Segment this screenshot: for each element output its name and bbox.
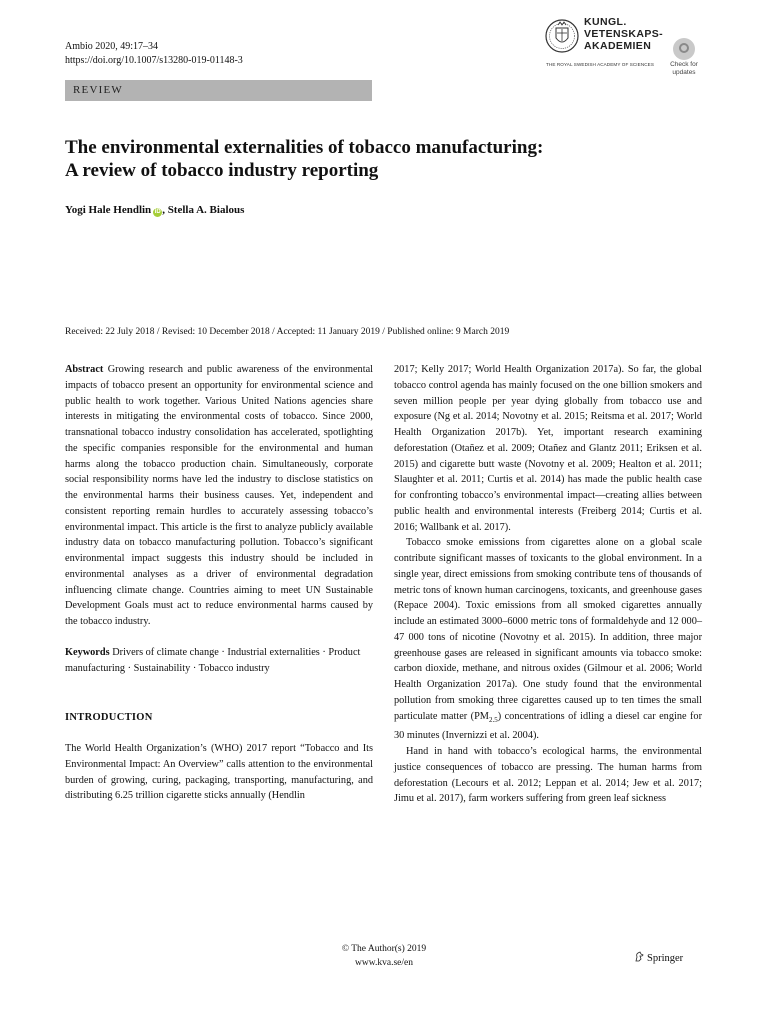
journal-citation: Ambio 2020, 49:17–34 <box>65 41 159 52</box>
orcid-icon[interactable]: iD <box>154 209 161 215</box>
body-paragraph-3: Hand in hand with tobacco’s ecological harms, the environmental justice consequences of tobacco are pressing. The human harms from deforestation (Lecours et al. 2012; Leppan et al. 2014; Jew et al. 2017; Jimu et al. 2017), farm workers suffering from green leaf sickness <box>394 746 702 805</box>
author-2[interactable]: , Stella A. Bialous <box>162 204 245 216</box>
doi-link[interactable]: https://doi.org/10.1007/s13280-019-01148-3 <box>65 55 243 66</box>
body-paragraph-2 <box>394 535 702 744</box>
left-column <box>65 362 373 804</box>
author-1[interactable]: Yogi Hale Hendlin <box>65 204 152 216</box>
pm-subscript: 2.5 <box>488 715 498 724</box>
seal-icon <box>544 16 580 60</box>
footer-url[interactable]: www.kva.se/en <box>355 958 413 968</box>
title-line-2: A review of tobacco industry reporting <box>65 160 379 181</box>
keywords <box>65 645 373 677</box>
springer-horse-icon <box>634 951 644 962</box>
logo-subtitle: THE ROYAL SWEDISH ACADEMY OF SCIENCES <box>546 62 655 67</box>
check-for-updates-icon <box>673 38 695 60</box>
logo-line-1: KUNGL. <box>584 16 627 28</box>
body-paragraph-1: 2017; Kelly 2017; World Health Organization 2017a). So far, the global tobacco control agenda has mainly focused on the one billion smokers and seven million people per year dying globally from tobacco use and exposure (Ng et al. 2014; Novotny et al. 2015; Reitsma et al. 2017; World Health Organization 2017b). Yet, important research examining deforestation (Otañez et al. 2009; Otañez and Glantz 2011; Eriksen et al. 2015) and cigarette butt waste (Novotny et al. 2009; Healton et al. 2011; Slaughter et al. 2011; Curtis et al. 2014) has made the public health case for confronting tobacco’s environmental impact—creating allies between public health and environmental interests (Freiberg 2014; Curtis et al. 2016; Wallbank et al. 2017). <box>394 364 702 533</box>
keywords-label: Keywords <box>65 646 110 658</box>
logo-line-2: VETENSKAPS- <box>584 28 664 40</box>
journal-info <box>65 40 243 68</box>
introduction-heading: INTRODUCTION <box>65 712 153 724</box>
abstract-label: Abstract <box>65 364 104 375</box>
kva-logo[interactable] <box>544 16 664 72</box>
check-label-1: Check for <box>670 61 698 68</box>
article-title <box>65 136 685 182</box>
check-label-2: updates <box>672 69 696 76</box>
abstract <box>65 362 373 630</box>
section-label: REVIEW <box>65 80 372 101</box>
body-paragraph-2-part-2: ) concentrations of idling a diesel car engine for 30 minutes (Invernizzi et al. 2004). <box>394 710 702 742</box>
article-dates: Received: 22 July 2018 / Revised: 10 December 2018 / Accepted: 11 January 2019 / Published online: 9 March 2019 <box>65 327 510 337</box>
body-paragraph-2-part-1: Tobacco smoke emissions from cigarettes alone on a global scale contribute significant masses of toxicants to the global environment. In a single year, direct emissions from smoking contribute tens of thousands of metric tons of known human carcinogens, toxicants, and greenhouse gases (Repace 2004). Toxic emissions from all smoked cigarettes annually include an estimated 3000–6000 metric tons of formaldehyde and 12 000–47 000 tons of nicotine (Novotny et al. 2015). In addition, three major greenhouse gases are released in significant amounts via tobacco smoke: carbon dioxide, methane, and nitrous oxides (Gilmour et al. 2006; World Health Organization 2017a). One study found that the environmental pollution from smoking three cigarettes caused up to ten times the small particulate matter (PM <box>394 537 702 722</box>
check-for-updates-badge[interactable] <box>666 38 702 74</box>
publisher-mark <box>634 951 683 964</box>
copyright-notice: © The Author(s) 2019 <box>341 944 427 954</box>
publisher-name: Springer <box>647 953 684 964</box>
author-list <box>65 204 244 217</box>
right-column <box>394 362 702 807</box>
intro-paragraph-1: The World Health Organization’s (WHO) 2017 report “Tobacco and Its Environmental Impact: An Overview” calls attention to the environmental burden of growing, curing, packaging, transporting, manufacturing, and distributing 6.25 trillion cigarette sticks annually (Hendlin <box>65 743 373 802</box>
logo-line-3: AKADEMIEN <box>584 40 652 52</box>
keywords-text: Drivers of climate change · Industrial externalities · Product manufacturing · Sustainability · Tobacco industry <box>65 646 361 674</box>
abstract-text: Growing research and public awareness of the environmental impacts of tobacco present an opportunity for environmental science and public health to work together. Various United Nations agencies share interests in mitigating the environmental costs of tobacco. Since 2000, transnational tobacco industry consolidation has accelerated, spotlighting the specific companies responsible for the environmental and human harms along the tobacco production chain. Simultaneously, corporate social responsibility norms have led the industry to disclose statistics on the environmental harms their business causes. Yet, independent and consistent reporting remain hurdles to accurately assessing tobacco’s environmental impact. This article is the first to analyze publicly available industry data on tobacco manufacturing pollution. Tobacco’s significant environmental impact suggests this industry should be included in environmental analyses as a driver of environmental degradation influencing climate change. Countries aiming to meet UN Sustainable Development Goals must act to reduce environmental harms caused by the tobacco industry. <box>65 364 373 627</box>
title-line-1: The environmental externalities of tobacco manufacturing: <box>65 137 544 158</box>
